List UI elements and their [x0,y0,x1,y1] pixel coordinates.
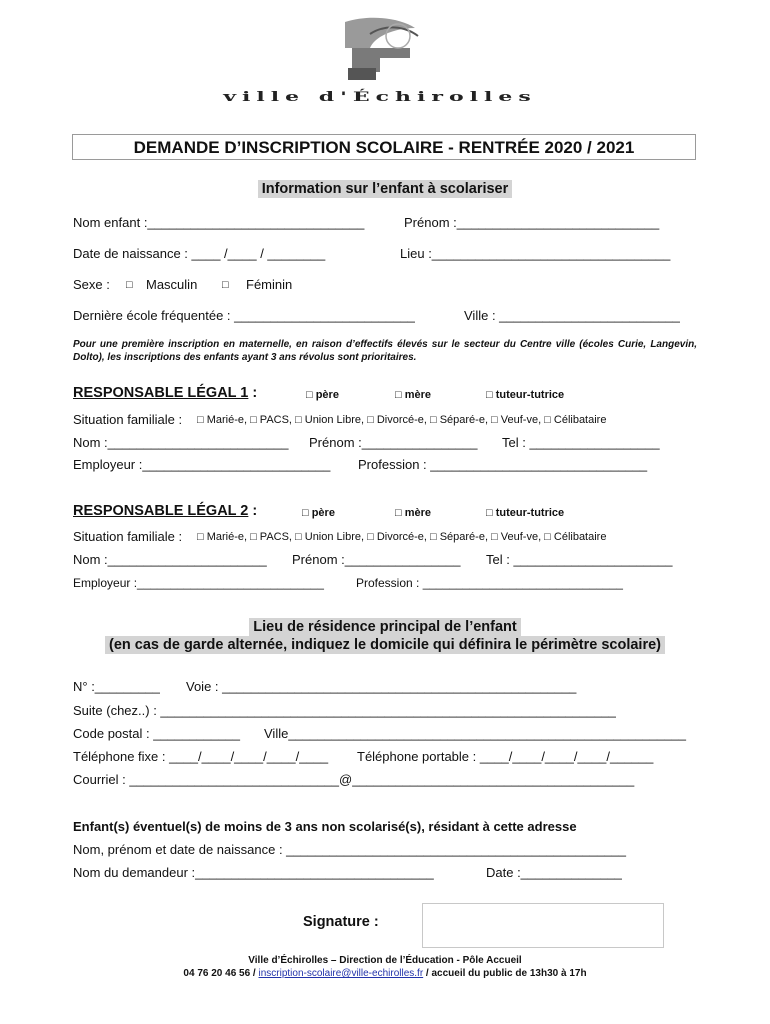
city-field[interactable]: Ville_______________________________________________________ [264,726,686,741]
signature-box[interactable] [422,903,664,948]
footer-email-link[interactable]: inscription-scolaire@ville-echirolles.fr [258,968,424,979]
section-heading-child-label: Information sur l’enfant à scolariser [258,180,513,198]
guardian2-heading [73,503,257,519]
guardian2-colon: : [248,503,258,519]
guardian2-title: RESPONSABLE LÉGAL 2 [73,503,249,519]
sex-female-checkbox[interactable]: □ [222,279,229,291]
request-date-field[interactable]: Date :______________ [486,865,622,880]
guardian1-situation-label: Situation familiale : [73,412,183,427]
guardian1-profession-field[interactable]: Profession : ______________________________ [358,457,648,472]
requester-name-field[interactable]: Nom du demandeur :_________________________________ [73,865,434,880]
residence-subheading: (en cas de garde alternée, indiquez le domicile qui définira le périmètre scolaire) [105,636,665,654]
mobile-phone-field[interactable]: Téléphone portable : ____/____/____/____/______ [357,749,654,764]
child-firstname-field[interactable]: Prénom :____________________________ [404,215,660,230]
guardian2-firstname-field[interactable]: Prénom :________________ [292,552,461,567]
guardian2-situation-options[interactable]: □ Marié-e, □ PACS, □ Union Libre, □ Divorcé-e, □ Séparé-e, □ Veuf-ve, □ Célibataire [197,531,607,543]
footer-line1: Ville d’Échirolles – Direction de l’Éducation - Pôle Accueil [248,955,522,966]
sex-male-checkbox[interactable]: □ [126,279,133,291]
residence-heading: Lieu de résidence principal de l’enfant [249,618,521,636]
guardian2-lastname-field[interactable]: Nom :______________________ [73,552,267,567]
street-number-field[interactable]: N° :_________ [73,679,160,694]
guardian1-father-checkbox[interactable]: □ père [306,389,339,401]
landline-phone-field[interactable]: Téléphone fixe : ____/____/____/____/____ [73,749,329,764]
guardian1-mother-checkbox[interactable]: □ mère [395,389,431,401]
guardian2-situation-label: Situation familiale : [73,529,183,544]
guardian2-phone-field[interactable]: Tel : ______________________ [486,552,673,567]
guardian1-firstname-field[interactable]: Prénom :________________ [309,435,478,450]
guardian1-situation-options[interactable]: □ Marié-e, □ PACS, □ Union Libre, □ Divorcé-e, □ Séparé-e, □ Veuf-ve, □ Célibataire [197,414,607,426]
guardian1-colon: : [248,385,258,401]
footer [0,954,770,980]
footer-phone: 04 76 20 46 56 / [183,968,259,979]
siblings-heading: Enfant(s) éventuel(s) de moins de 3 ans non scolarisé(s), résidant à cette adresse [73,819,577,834]
logo [170,14,590,114]
page-title: DEMANDE D’INSCRIPTION SCOLAIRE - RENTRÉE 2020 / 2021 [72,134,696,160]
footer-line2 [0,967,770,980]
guardian1-phone-field[interactable]: Tel : __________________ [502,435,660,450]
priority-note: Pour une première inscription en maternelle, en raison d’effectifs élevés sur le secteur du Centre ville (écoles Curie, Langevin, Dolto), les inscriptions des enfants ayant 3 ans révolus sont prioritaires. [73,339,697,363]
guardian2-mother-checkbox[interactable]: □ mère [395,507,431,519]
guardian1-lastname-field[interactable]: Nom :_________________________ [73,435,289,450]
sex-male-label: Masculin [146,277,198,292]
guardian2-father-checkbox[interactable]: □ père [302,507,335,519]
guardian2-tutor-checkbox[interactable]: □ tuteur-tutrice [486,507,565,519]
section-heading-child [0,180,770,198]
birthdate-field[interactable]: Date de naissance : ____ /____ / ________ [73,246,326,261]
guardian1-employer-field[interactable]: Employeur :__________________________ [73,457,331,472]
child-lastname-field[interactable]: Nom enfant :______________________________ [73,215,365,230]
section-heading-residence [0,618,770,654]
last-school-field[interactable]: Dernière école fréquentée : _________________________ [73,308,415,323]
footer-hours: / accueil du public de 13h30 à 17h [423,968,587,979]
guardian1-tutor-checkbox[interactable]: □ tuteur-tutrice [486,389,565,401]
guardian2-profession-field[interactable]: Profession : ______________________________ [356,576,623,590]
email-field[interactable]: Courriel : _____________________________@_______________________________________ [73,772,635,787]
sex-female-label: Féminin [246,277,293,292]
guardian1-heading [73,385,257,401]
street-field[interactable]: Voie : _________________________________________________ [186,679,577,694]
address-suite-field[interactable]: Suite (chez..) : _______________________________________________________________ [73,703,616,718]
guardian1-title: RESPONSABLE LÉGAL 1 [73,385,249,401]
postal-code-field[interactable]: Code postal : ____________ [73,726,240,741]
sex-label: Sexe : [73,277,110,292]
logo-wordmark: ville d'Échirolles [223,89,537,105]
guardian2-employer-field[interactable]: Employeur :____________________________ [73,576,324,590]
siblings-name-field[interactable]: Nom, prénom et date de naissance : _______________________________________________ [73,842,626,857]
last-school-city-field[interactable]: Ville : _________________________ [464,308,680,323]
birthplace-field[interactable]: Lieu :_________________________________ [400,246,671,261]
signature-label: Signature : [303,914,379,930]
